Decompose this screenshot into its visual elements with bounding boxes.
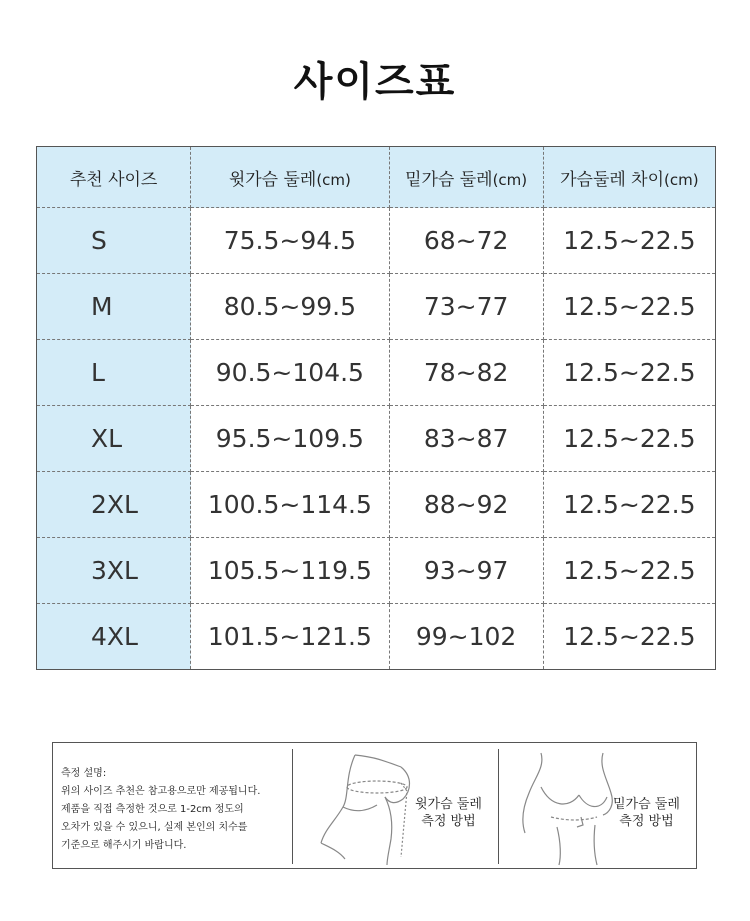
under-bust-cell: 78~82 bbox=[389, 340, 543, 406]
under-bust-cell: 99~102 bbox=[389, 604, 543, 670]
header-under-bust: 밑가슴 둘레(cm) bbox=[389, 147, 543, 208]
size-table bbox=[36, 146, 716, 670]
header-bust-difference: 가슴둘레 차이(cm) bbox=[543, 147, 715, 208]
table-row bbox=[37, 538, 716, 604]
difference-cell: 12.5~22.5 bbox=[543, 472, 715, 538]
difference-cell: 12.5~22.5 bbox=[543, 208, 715, 274]
size-cell: S bbox=[37, 208, 191, 274]
note-line: 측정 설명: bbox=[61, 768, 107, 779]
upper-bust-cell: 90.5~104.5 bbox=[191, 340, 389, 406]
size-cell: XL bbox=[37, 406, 191, 472]
difference-cell: 12.5~22.5 bbox=[543, 340, 715, 406]
difference-cell: 12.5~22.5 bbox=[543, 538, 715, 604]
size-cell: L bbox=[37, 340, 191, 406]
header-upper-bust: 윗가슴 둘레(cm) bbox=[191, 147, 389, 208]
note-line: 오차가 있을 수 있으니, 실제 본인의 치수를 bbox=[61, 822, 248, 833]
size-cell: 2XL bbox=[37, 472, 191, 538]
measurement-instructions bbox=[61, 765, 291, 855]
under-bust-measure-illustration bbox=[511, 747, 621, 867]
table-row bbox=[37, 406, 716, 472]
upper-bust-cell: 100.5~114.5 bbox=[191, 472, 389, 538]
upper-bust-method-label: 윗가슴 둘레 측정 방법 bbox=[415, 797, 482, 829]
under-bust-cell: 68~72 bbox=[389, 208, 543, 274]
table-row bbox=[37, 472, 716, 538]
under-bust-cell: 88~92 bbox=[389, 472, 543, 538]
upper-bust-cell: 105.5~119.5 bbox=[191, 538, 389, 604]
size-cell: M bbox=[37, 274, 191, 340]
table-row bbox=[37, 604, 716, 670]
under-bust-method-label: 밑가슴 둘레 측정 방법 bbox=[613, 797, 680, 829]
header-recommended-size: 추천 사이즈 bbox=[37, 147, 191, 208]
size-cell: 3XL bbox=[37, 538, 191, 604]
difference-cell: 12.5~22.5 bbox=[543, 274, 715, 340]
upper-bust-cell: 95.5~109.5 bbox=[191, 406, 389, 472]
upper-bust-cell: 80.5~99.5 bbox=[191, 274, 389, 340]
divider bbox=[292, 749, 293, 864]
table-row bbox=[37, 340, 716, 406]
difference-cell: 12.5~22.5 bbox=[543, 406, 715, 472]
under-bust-cell: 73~77 bbox=[389, 274, 543, 340]
divider bbox=[498, 749, 499, 864]
size-cell: 4XL bbox=[37, 604, 191, 670]
table-header-row bbox=[37, 147, 716, 208]
table-row bbox=[37, 274, 716, 340]
difference-cell: 12.5~22.5 bbox=[543, 604, 715, 670]
under-bust-cell: 83~87 bbox=[389, 406, 543, 472]
measurement-note-box bbox=[52, 742, 697, 869]
note-line: 기준으로 해주시기 바랍니다. bbox=[61, 840, 187, 851]
upper-bust-cell: 75.5~94.5 bbox=[191, 208, 389, 274]
note-line: 제품을 직접 측정한 것으로 1-2cm 정도의 bbox=[61, 804, 244, 815]
under-bust-cell: 93~97 bbox=[389, 538, 543, 604]
upper-bust-cell: 101.5~121.5 bbox=[191, 604, 389, 670]
note-line: 위의 사이즈 추천은 참고용으로만 제공됩니다. bbox=[61, 786, 261, 797]
page-title: 사이즈표 bbox=[293, 59, 457, 105]
table-row bbox=[37, 208, 716, 274]
